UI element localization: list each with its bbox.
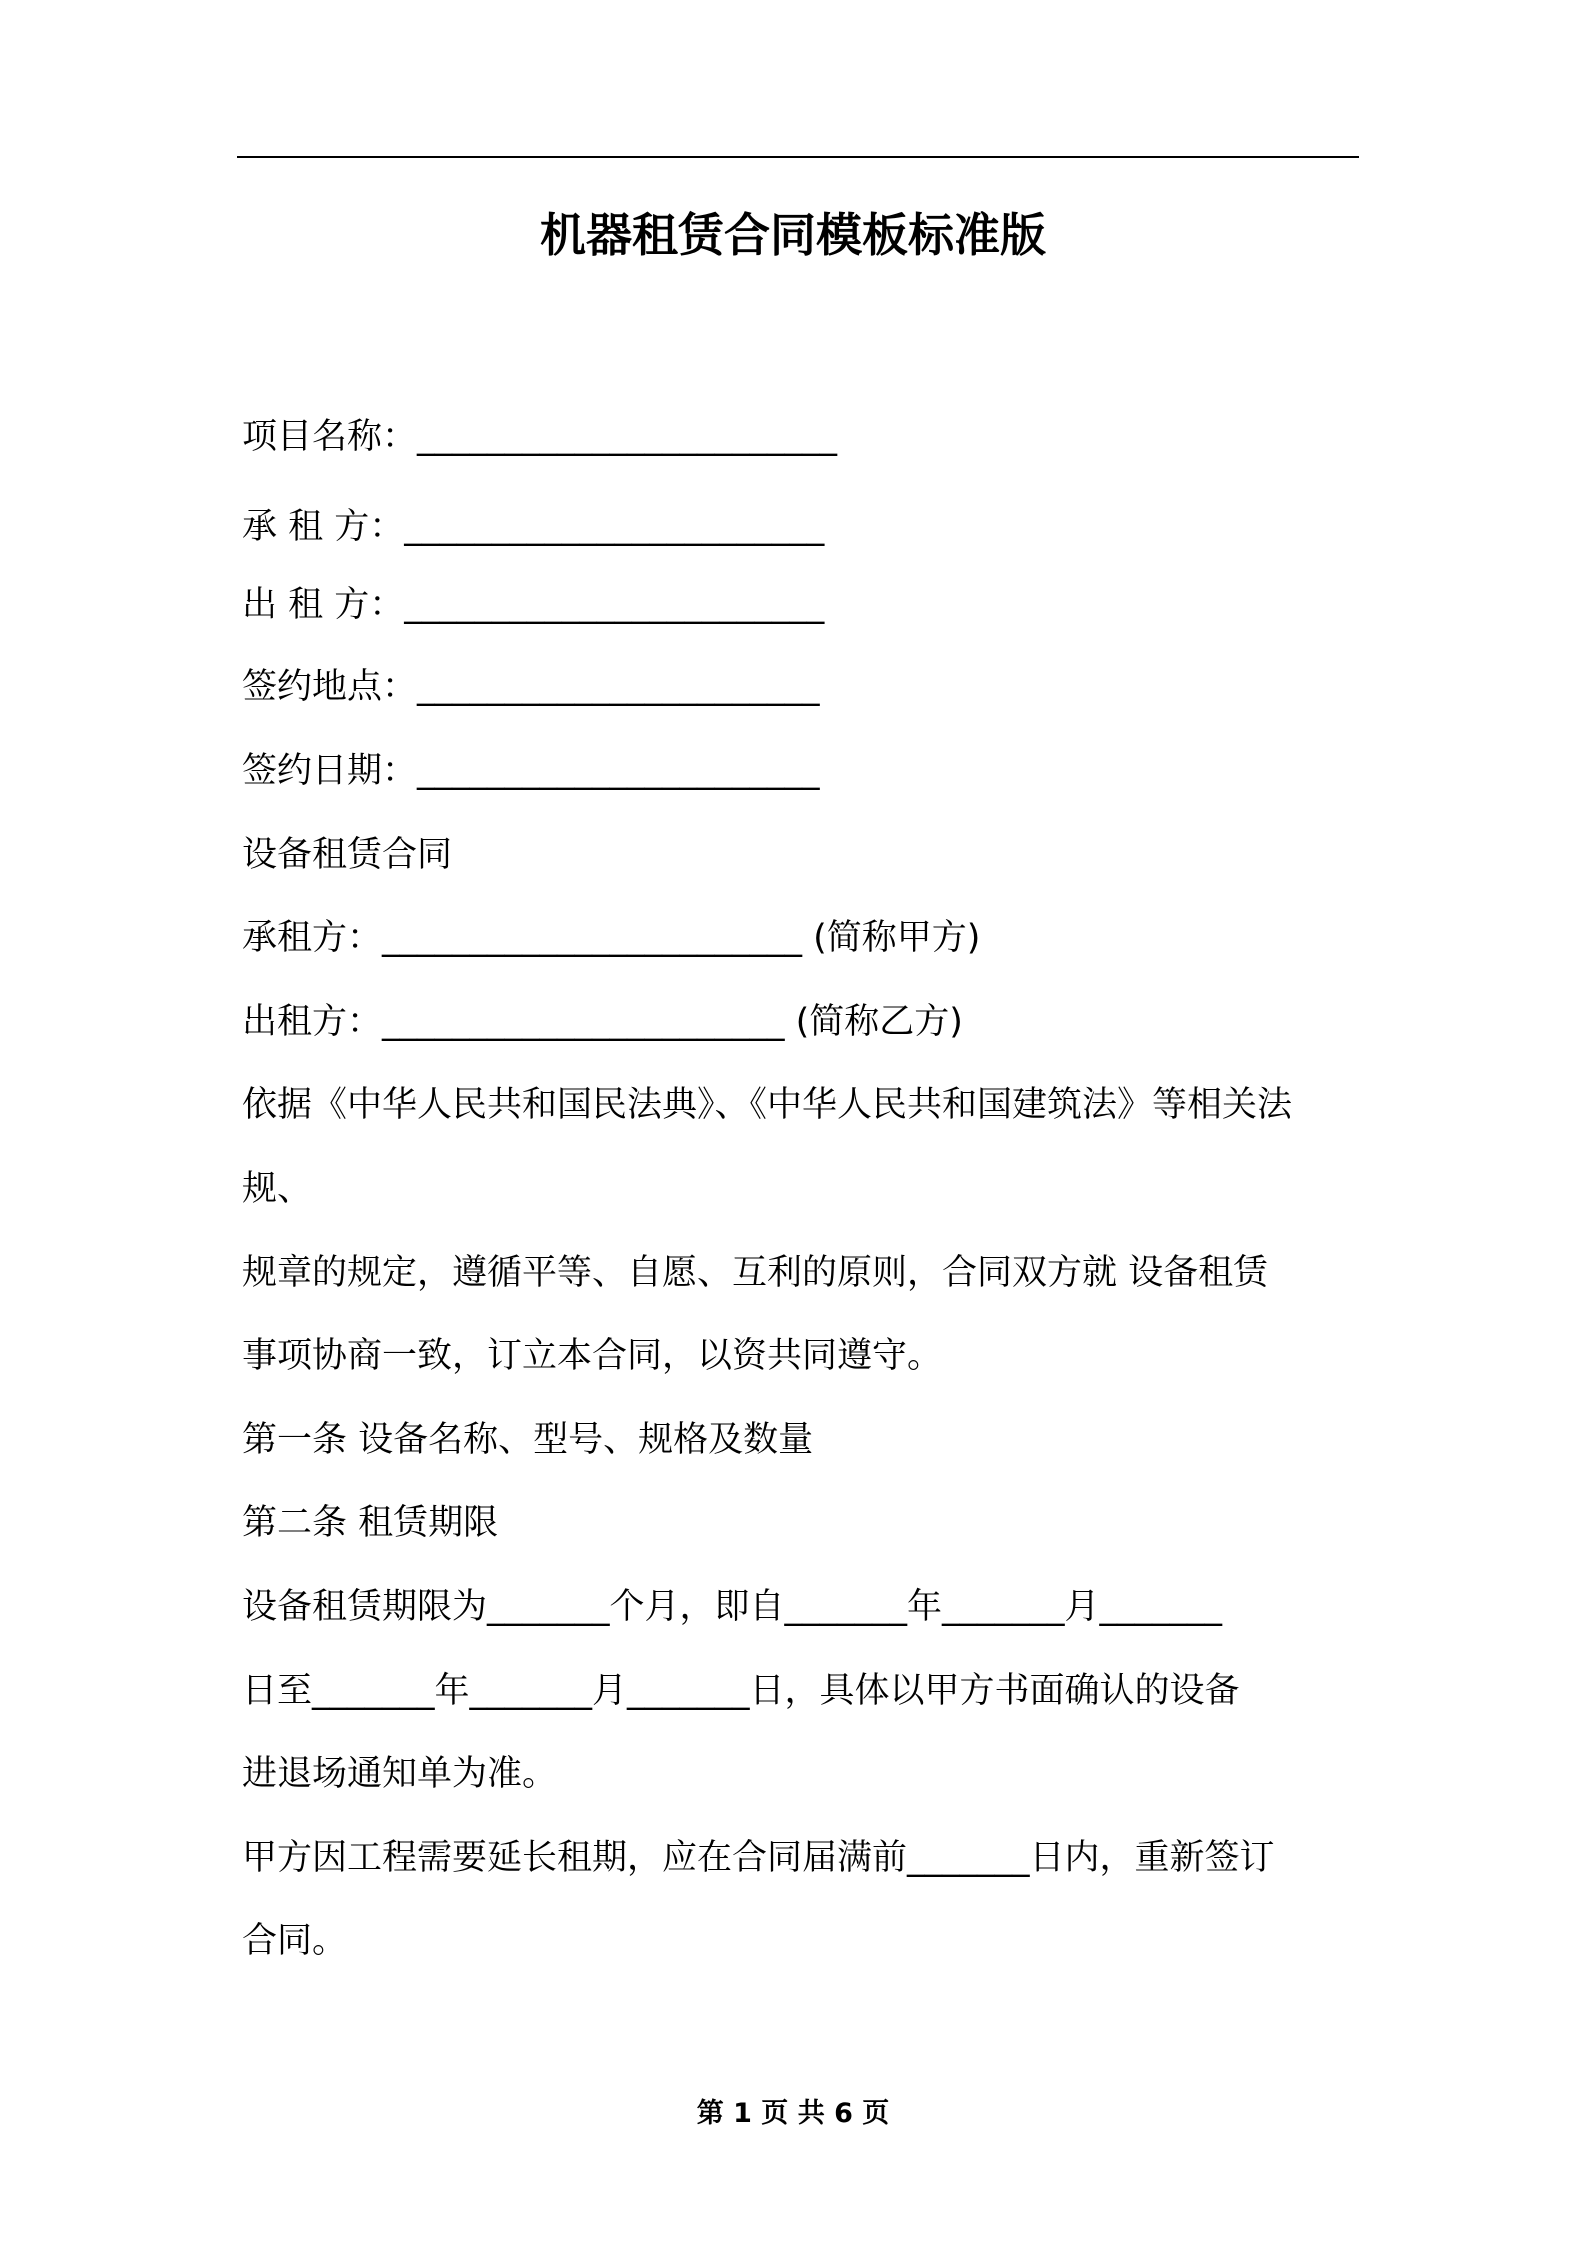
document-title: 机器租赁合同模板标准版 (540, 208, 1046, 262)
field-project-name: 项目名称：________________________ (242, 417, 838, 457)
paragraph-line: 日至_______年_______月_______日，具体以甲方书面确认的设备 (242, 1671, 1240, 1711)
field-lessor: 出 租 方：________________________ (242, 585, 825, 625)
field-signing-date: 签约日期：_______________________ (242, 751, 820, 791)
paragraph-line: 进退场通知单为准。 (242, 1754, 558, 1794)
paragraph-line: 规章的规定，遵循平等、自愿、互利的原则，合同双方就 设备租赁 (242, 1253, 1269, 1293)
party-b-line: 出租方：_______________________ (简称乙方) (242, 1002, 963, 1042)
paragraph-line: 合同。 (242, 1921, 348, 1961)
article-1-heading: 第一条 设备名称、型号、规格及数量 (242, 1420, 814, 1460)
field-lessee: 承 租 方：________________________ (242, 507, 825, 547)
field-signing-place: 签约地点：_______________________ (242, 667, 820, 707)
section-heading: 设备租赁合同 (242, 835, 453, 875)
article-2-heading: 第二条 租赁期限 (242, 1503, 499, 1543)
header-rule (237, 156, 1359, 158)
party-a-line: 承租方：________________________ (简称甲方) (242, 918, 981, 958)
paragraph-line: 依据《中华人民共和国民法典》、《中华人民共和国建筑法》等相关法 (242, 1085, 1293, 1125)
paragraph-line: 甲方因工程需要延长租期，应在合同届满前_______日内，重新签订 (242, 1838, 1275, 1878)
page-footer: 第 1 页 共 6 页 (696, 2098, 890, 2129)
paragraph-line: 规、 (242, 1169, 313, 1209)
paragraph-line: 事项协商一致，订立本合同，以资共同遵守。 (242, 1336, 943, 1376)
paragraph-line: 设备租赁期限为_______个月，即自_______年_______月_______ (242, 1587, 1223, 1627)
